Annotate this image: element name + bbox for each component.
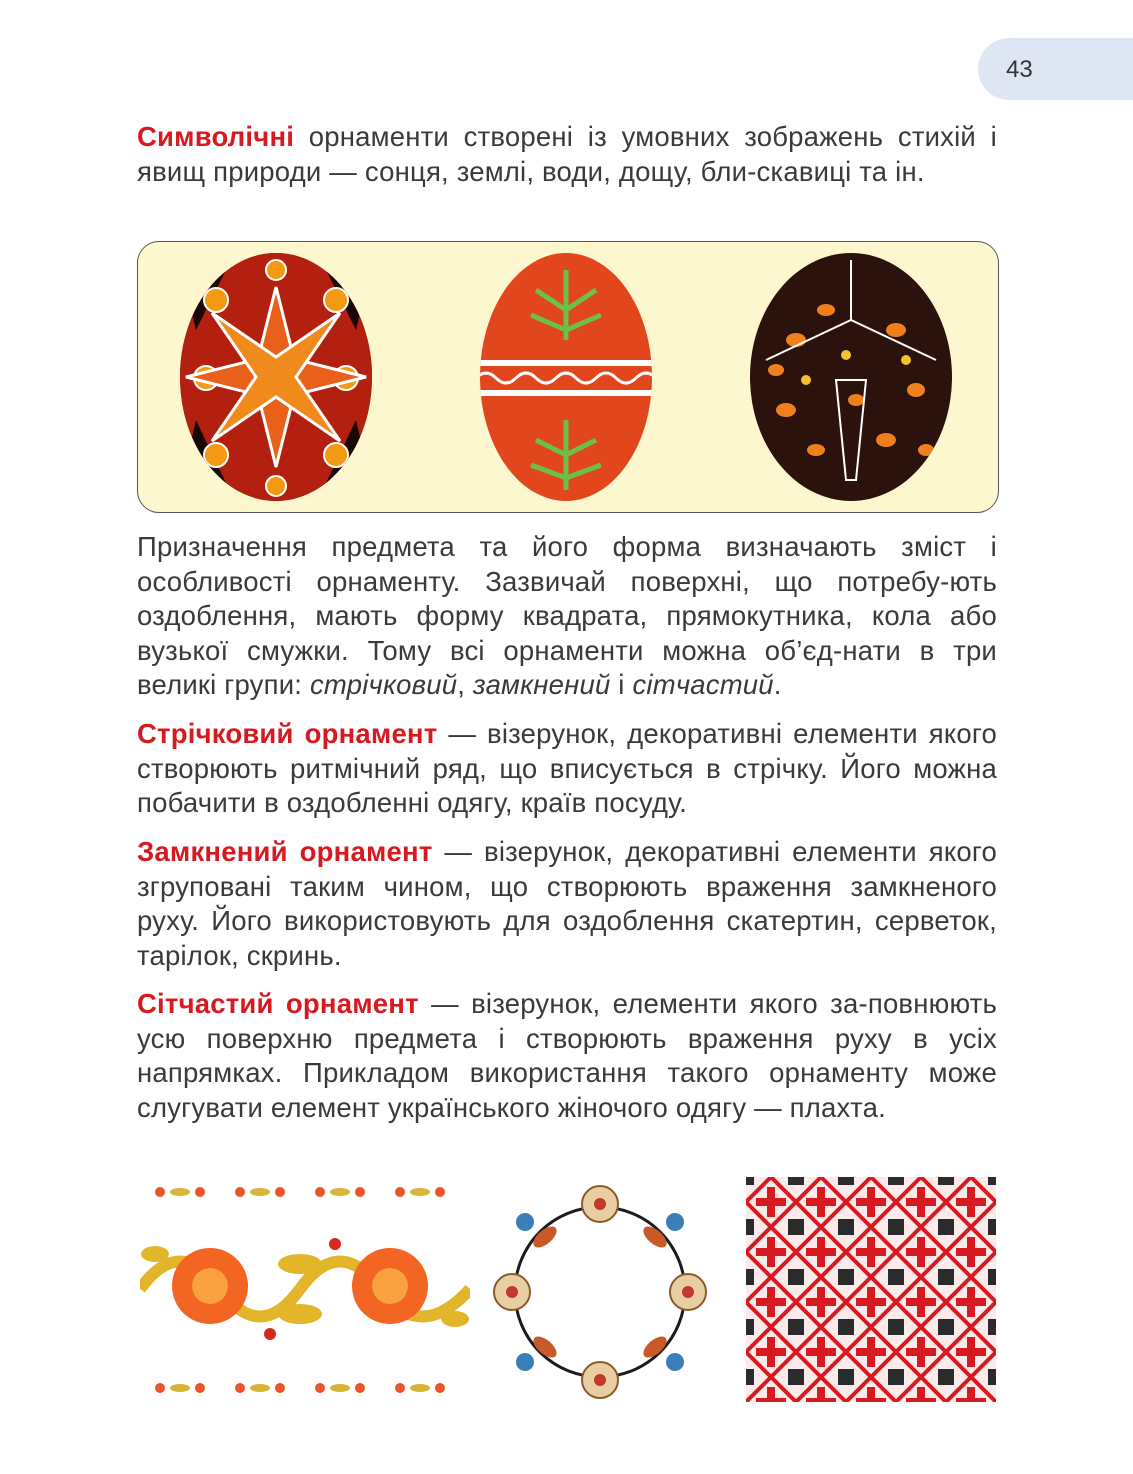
page-number: 43 xyxy=(1006,56,1033,83)
term-ribbon: Стрічковий орнамент xyxy=(137,718,438,749)
mesh-ornament-image xyxy=(746,1177,996,1402)
term-symbolic: Символічні xyxy=(137,121,295,152)
pysanky-panel xyxy=(137,241,999,513)
ribbon-ornament-image xyxy=(140,1174,470,1406)
group-closed: замкнений xyxy=(472,669,611,700)
purpose-text: Призначення предмета та його форма визначають зміст і особливості орнаменту. Зазвичай поверхні, що потребу-ють оздоблення, мають форму квадрата, прямокутника, кола або вузької смужки. Тому всі орнаменти можна об’єд-нати в три великі групи: xyxy=(137,531,997,700)
term-mesh: Сітчастий орнамент xyxy=(137,988,419,1019)
mesh-definition xyxy=(137,987,997,1125)
group-ribbon: стрічковий xyxy=(309,669,458,700)
closed-definition xyxy=(137,835,997,973)
separator: , xyxy=(457,669,473,700)
closed-text: — візерунок, декоративні елементи якого згруповані таким чином, що створюють враження замкненого руху. Його використовують для оздоблення скатертин, серветок, тарілок, скринь. xyxy=(137,836,997,971)
red-green-branch-egg xyxy=(476,250,656,504)
mesh-text: — візерунок, елементи якого за-повнюють усю поверхню предмета і створюють враження руху в усіх напрямках. Прикладом використання такого орнаменту може слугувати елемент українського жіночого одягу — плахта. xyxy=(137,988,997,1123)
term-closed: Замкнений орнамент xyxy=(137,836,433,867)
purpose-paragraph xyxy=(137,530,997,703)
separator: і xyxy=(610,669,633,700)
dark-floral-egg xyxy=(746,250,956,504)
symbolic-star-egg xyxy=(176,250,376,504)
page-number-tab xyxy=(978,38,1133,100)
period: . xyxy=(773,669,782,700)
intro-paragraph xyxy=(137,120,997,189)
group-mesh: сітчастий xyxy=(632,669,774,700)
closed-ornament-image xyxy=(485,1182,715,1402)
intro-text: орнаменти створені із умовних зображень стихій і явищ природи — сонця, землі, води, дощу, бли-скавиці та ін. xyxy=(137,121,997,187)
ribbon-definition xyxy=(137,717,997,821)
ribbon-text: — візерунок, декоративні елементи якого створюють ритмічний ряд, що вписується в стрічку. Його можна побачити в оздобленні одягу, країв посуду. xyxy=(137,718,997,818)
